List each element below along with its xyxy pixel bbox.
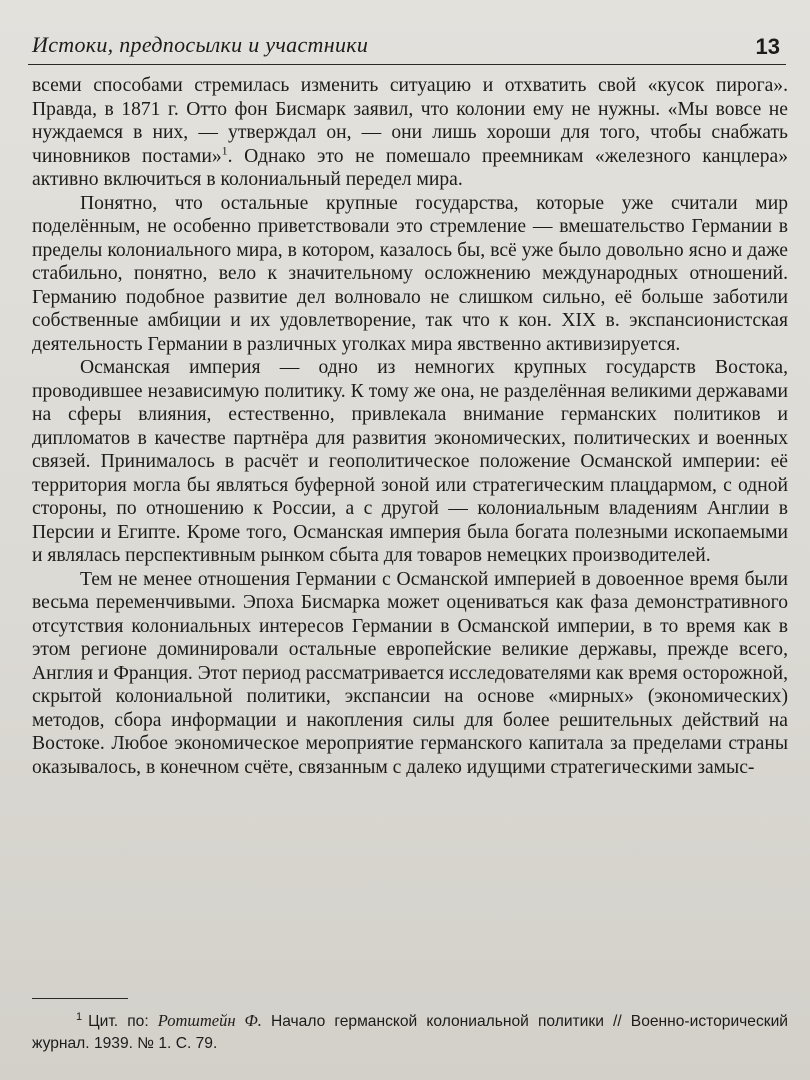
footnote-prefix: Цит. по: bbox=[88, 1013, 158, 1030]
paragraph-1 bbox=[32, 74, 788, 192]
running-title: Истоки, предпосылки и участники bbox=[32, 32, 369, 57]
paragraph-2: Понятно, что остальные крупные государства, которые уже считали мир поделённым, не особенно приветствовали это стремление — вмешательство Германии в пределы колониального мира, в котором, казалось бы, всё уже было довольно ясно и даже стабильно, понятно, вело к значительному осложнению международных отношений. Германию подобное развитие дел волновало не слишком сильно, её больше заботили собственные амбиции и их удовлетворение, так что к кон. XIX в. экспансионистская деятельность Германии в различных уголках мира явственно активизируется. bbox=[32, 192, 788, 355]
footnote-mark: 1 bbox=[76, 1010, 83, 1023]
footnote-author: Ротштейн Ф. bbox=[157, 1011, 262, 1030]
body-text bbox=[32, 74, 788, 779]
page-number: 13 bbox=[755, 34, 780, 59]
paragraph-4: Тем не менее отношения Германии с Османской империей в довоенное время были весьма переменчивыми. Эпоха Бисмарка может оцениваться как фаза демонстративного отсутствия колониальных интересов Германии в Османской империи, в то время как в этом регионе доминировали остальные европейские великие державы, прежде всего, Англия и Франция. Этот период рассматривается исследователями как время осторожной, скрытой колониальной политики, экспансии на основе «мирных» (экономических) методов, сбора информации и накопления силы для более решительных действий на Востоке. Любое экономическое мероприятие германского капитала за пределами страны оказывалось, в конечном счёте, связанным с далеко идущими стратегическими замыс- bbox=[32, 568, 788, 778]
paragraph-3: Османская империя — одно из немногих крупных государств Востока, проводившее независимую политику. К тому же она, не разделённая великими державами на сферы влияния, естественно, привлекала внимание германских политиков и дипломатов в качестве партнёра для развития экономических, политических и военных связей. Принималось в расчёт и геополитическое положение Османской империи: её территория могла бы являться буферной зоной или стратегическим плацдармом, с одной стороны, по отношению к России, а с другой — колониальным владениям Англии в Персии и Египте. Кроме того, Османская империя была богата полезными ископаемыми и являлась перспективным рынком сбыта для товаров немецких производителей. bbox=[32, 357, 788, 566]
paragraph-1-text-end: . Однако это не помешало преемникам «железного канцлера» активно включиться в колониальный передел мира. bbox=[32, 145, 788, 190]
footnote-divider bbox=[32, 998, 128, 999]
paragraph-1-text: всеми способами стремилась изменить ситуацию и отхватить свой «кусок пирога». Правда, в 1871 г. Отто фон Бисмарк заявил, что колонии ему не нужны. «Мы вовсе не нуждаемся в них, — утверждал он, — они лишь хороши для того, чтобы снабжать чиновников постами» bbox=[32, 75, 788, 167]
footnote-ref: 1 bbox=[221, 142, 228, 157]
footnote bbox=[32, 1010, 788, 1055]
footnote-citation: Начало германской колониальной политики // Военно-исторический журнал. 1939. № 1. С. 79. bbox=[32, 1013, 788, 1052]
page-header bbox=[28, 28, 786, 65]
